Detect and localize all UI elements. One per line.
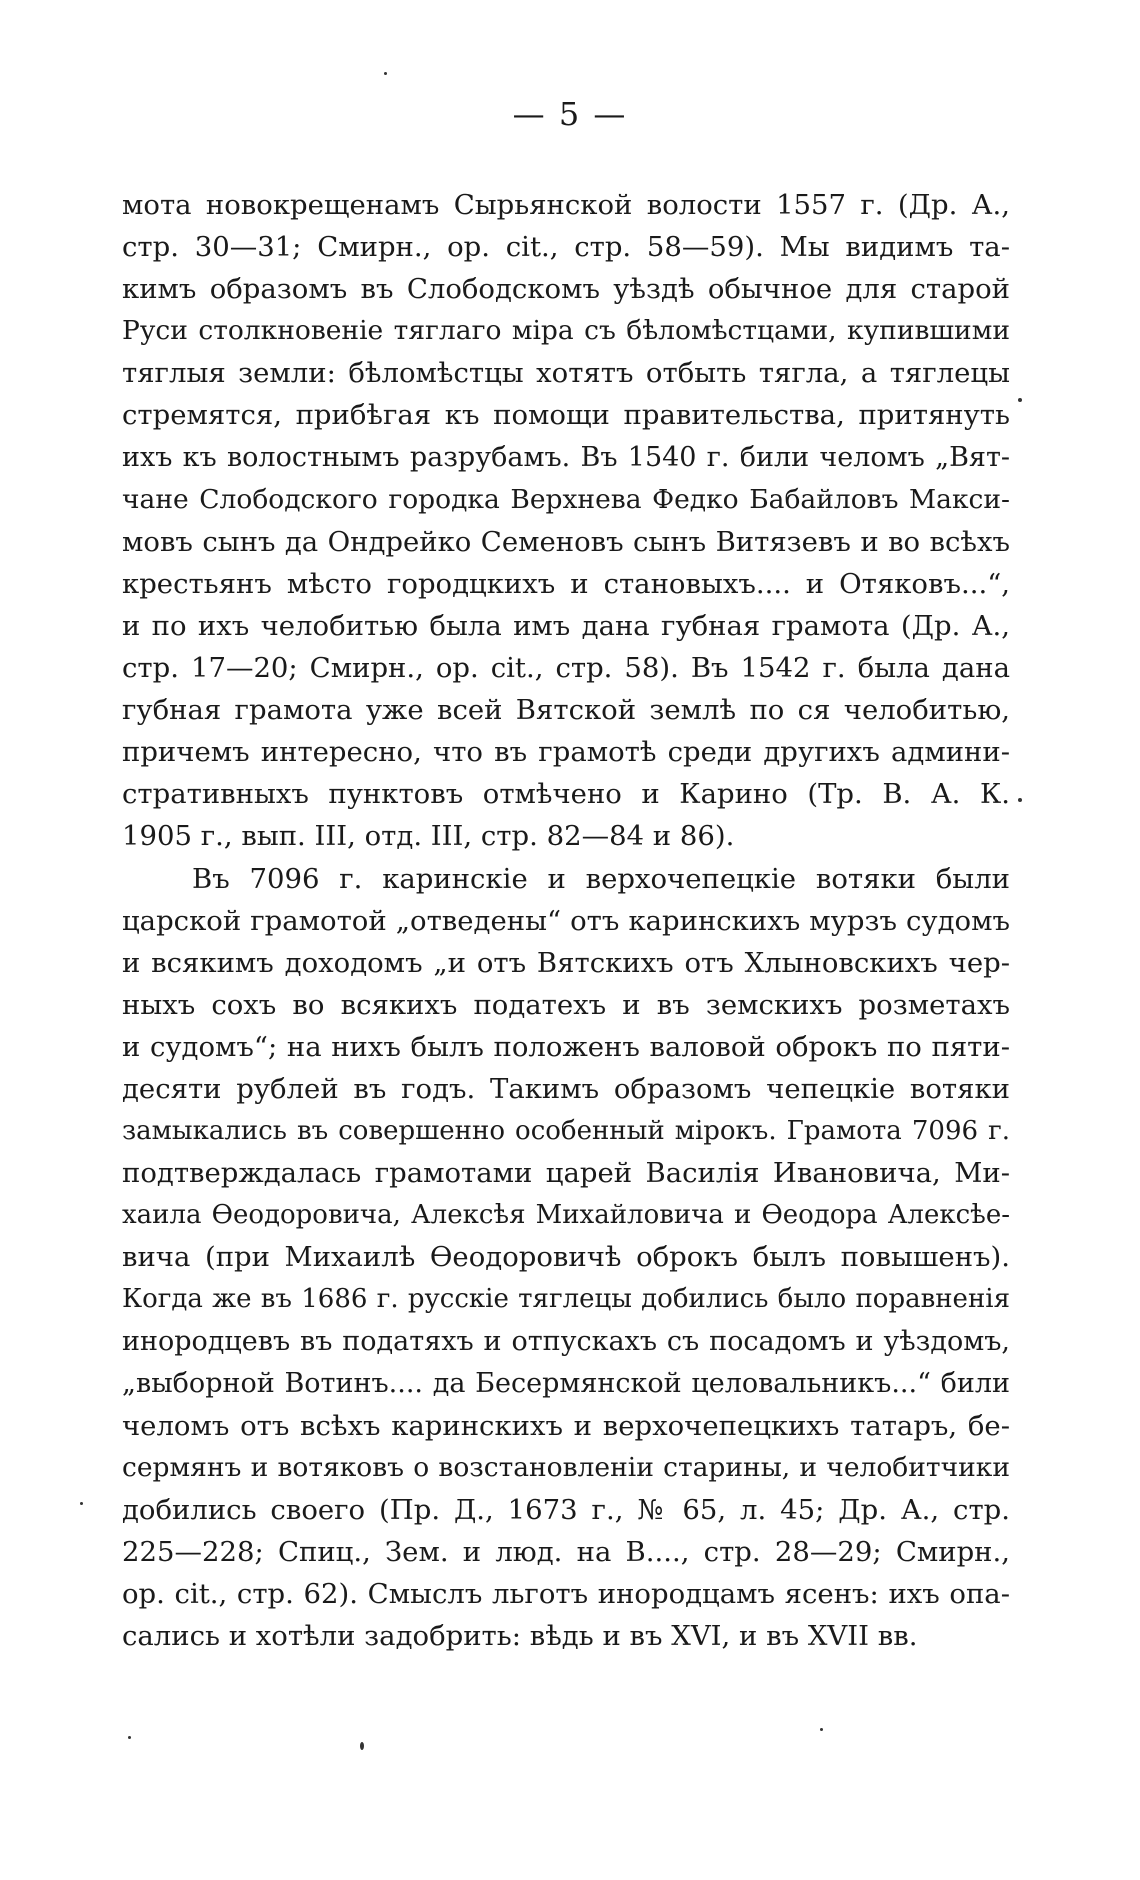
text-line: мовъ сынъ да Ондрейко Семеновъ сынъ Витязевъ и во всѣхъ — [122, 525, 1010, 558]
text-line: ихъ къ волостнымъ разрубамъ. Въ 1540 г. били челомъ „Вят- — [122, 441, 1010, 473]
text-line: и судомъ“; на нихъ былъ положенъ валовой оброкъ по пяти- — [122, 1030, 1010, 1063]
text-line: тяглыя земли: бѣломѣстцы хотятъ отбыть тягла, а тяглецы — [122, 357, 1010, 390]
scan-speck — [820, 1728, 823, 1731]
scan-speck — [128, 1736, 131, 1739]
text-line: причемъ интересно, что въ грамотѣ среди другихъ админи- — [122, 736, 1010, 769]
scan-speck — [360, 1742, 364, 1750]
paragraph-2 — [122, 858, 1010, 1658]
text-line: стр. 17—20; Смирн., op. cit., стр. 58). Въ 1542 г. была дана — [122, 652, 1010, 685]
text-line: Когда же въ 1686 г. русскіе тяглецы добились было поравненія — [122, 1284, 1010, 1315]
text-line: инородцевъ въ податяхъ и отпускахъ съ посадомъ и уѣздомъ, — [122, 1325, 1010, 1357]
text-line: стр. 30—31; Смирн., op. cit., стр. 58—59). Мы видимъ та- — [122, 231, 1010, 264]
text-line: стремятся, прибѣгая къ помощи правительства, притянуть — [122, 399, 1010, 432]
text-line: и всякимъ доходомъ „и отъ Вятскихъ отъ Хлыновскихъ чер- — [122, 946, 1010, 979]
scan-speck — [1018, 398, 1022, 402]
text-line: Руси столкновеніе тяглаго міра съ бѣломѣстцами, купившими — [122, 315, 1010, 347]
text-line: Въ 7096 г. каринскіе и верхочепецкіе вотяки были — [192, 862, 1010, 895]
text-line: чане Слободского городка Верхнева Федко Бабайловъ Макси- — [122, 483, 1010, 515]
text-line: добились своего (Пр. Д., 1673 г., № 65, л. 45; Др. А., стр. — [122, 1493, 1010, 1526]
text-line: „выборной Вотинъ.... да Бесермянской целовальникъ...“ били — [122, 1367, 1010, 1399]
text-line: кимъ образомъ въ Слободскомъ уѣздѣ обычное для старой — [122, 273, 1010, 306]
text-line: и по ихъ челобитью была имъ дана губная грамота (Др. А., — [122, 609, 1010, 642]
text-line: мота новокрещенамъ Сырьянской волости 1557 г. (Др. А., — [122, 189, 1010, 221]
scan-speck — [1018, 798, 1022, 802]
text-line: ныхъ сохъ во всякихъ податехъ и въ земскихъ розметахъ — [122, 988, 1010, 1021]
scan-speck — [384, 72, 387, 75]
text-line: 225—228; Спиц., Зем. и люд. на В...., стр. 28—29; Смирн., — [122, 1536, 1010, 1568]
text-line: крестьянъ мѣсто городцкихъ и становыхъ.... и Отяковъ...“, — [122, 567, 1010, 600]
text-line: царской грамотой „отведены“ отъ каринскихъ мурзъ судомъ — [122, 904, 1010, 937]
text-line: челомъ отъ всѣхъ каринскихъ и верхочепецкихъ татаръ, бе- — [122, 1409, 1010, 1442]
text-line: подтверждалась грамотами царей Василія Ивановича, Ми- — [122, 1157, 1010, 1190]
page-number: — 5 — — [512, 95, 628, 133]
body-text — [122, 184, 1010, 1657]
scan-speck — [80, 1502, 83, 1505]
text-line: стративныхъ пунктовъ отмѣчено и Карино (Тр. В. А. К. — [122, 778, 1010, 811]
paragraph-1 — [122, 184, 1010, 858]
text-line: губная грамота уже всей Вятской землѣ по ся челобитью, — [122, 694, 1010, 727]
text-line: хаила Ѳеодоровича, Алексѣя Михайловича и Ѳеодора Алексѣе- — [122, 1200, 1010, 1231]
text-line: сались и хотѣли задобрить: вѣдь и въ XVI, и въ XVII вв. — [122, 1620, 918, 1653]
text-line: вича (при Михаилѣ Ѳеодоровичѣ оброкъ былъ повышенъ). — [122, 1241, 1010, 1274]
text-line: сермянъ и вотяковъ о возстановленіи старины, и челобитчики — [122, 1451, 1010, 1483]
text-line: замыкались въ совершенно особенный мірокъ. Грамота 7096 г. — [122, 1116, 1010, 1147]
text-line: 1905 г., вып. III, отд. III, стр. 82—84 и 86). — [122, 820, 735, 853]
text-line: op. cit., стр. 62). Смыслъ льготъ инородцамъ ясенъ: ихъ опа- — [122, 1578, 1010, 1611]
text-line: десяти рублей въ годъ. Такимъ образомъ чепецкіе вотяки — [122, 1072, 1010, 1105]
